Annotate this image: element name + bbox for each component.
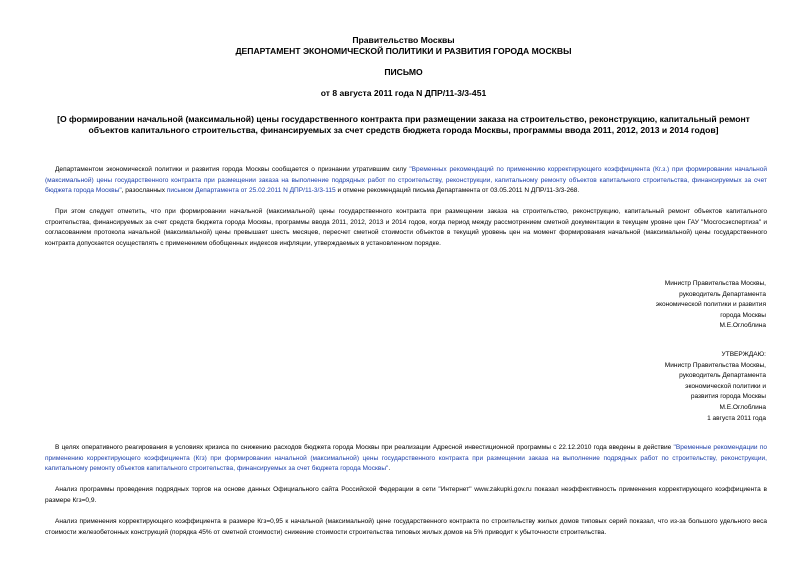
paragraph-3: [45, 443, 767, 475]
signature-line: М.Е.Оглоблина: [719, 322, 766, 330]
link-temporary-recommendations-kgz[interactable]: "Временные рекомендации по применению корректирующего коэффициента (Кгз) при формировании начальной (максимальной) цены государственного контракта при размещении заказа на выполнение подрядных работ по строительству, реконструкции, капитальному ремонту объектов капитального строительства, финансируемых за счет бюджета города Москвы": [45, 444, 767, 473]
signature-block-minister: [566, 279, 766, 332]
signature-line: города Москвы: [720, 311, 766, 319]
title-line-2: объектов капитального строительства, финансируемых за счет средств бюджета города Москвы, программы ввода 2011, 2012, 2013 и 2014 годов]: [88, 125, 719, 135]
signature-line: руководитель Департамента: [679, 290, 766, 298]
government-name: Правительство Москвы: [352, 35, 455, 45]
approval-line: развития города Москвы: [690, 393, 766, 401]
signature-block-approval: [566, 350, 766, 424]
approval-line: УТВЕРЖДАЮ:: [721, 351, 766, 358]
link-department-letter[interactable]: письмом Департамента от 25.02.2011 N ДПР/11-3/3-115: [166, 187, 336, 195]
paragraph-3-text-after: .: [388, 465, 391, 473]
approval-line: 1 августа 2011 года: [707, 414, 766, 422]
paragraph-5: Анализ применения корректирующего коэффициента в размере Кгз=0,95 к начальной (максимальной) цене государственного контракта по строительству жилых домов типовых серий показал, что из-за большого удельного веса стоимости железобетонных конструкций (порядка 45% от сметной стоимости) снижение стоимости строительства типовых жилых домов на 5% приводит к убыточности строительства.: [45, 518, 767, 536]
department-name: ДЕПАРТАМЕНТ ЭКОНОМИЧЕСКОЙ ПОЛИТИКИ И РАЗВИТИЯ ГОРОДА МОСКВЫ: [235, 46, 572, 56]
paragraph-1-text-after: и отмене рекомендаций письма Департамента от 03.05.2011 N ДПР/11-3/3-268.: [335, 187, 580, 195]
approval-line: руководитель Департамента: [679, 372, 766, 380]
paragraph-1-text-middle: , разосланных: [121, 187, 167, 195]
title-line-1: [О формировании начальной (максимальной) цены государственного контракта при размещении заказа на строительство, реконструкцию, капитальный ремонт: [57, 114, 750, 124]
paragraph-1: [45, 165, 767, 197]
paragraph-4: Анализ программы проведения подрядных торгов на основе данных Официального сайта Российской Федерации в сети "Интернет" www.zakupki.gov.ru показал неэффективность применения корректирующего коэффициента в размере Кгз=0,9.: [45, 486, 767, 504]
document-date-number: от 8 августа 2011 года N ДПР/11-3/3-451: [320, 88, 487, 98]
approval-line: М.Е.Оглоблина: [719, 403, 766, 411]
approval-line: экономической политики и: [685, 382, 766, 390]
document-type: ПИСЬМО: [384, 67, 423, 77]
link-temporary-recommendations[interactable]: "Временных рекомендаций по применению корректирующего коэффициента (Кг.з.) при формировании начальной (максимальной) цены государственного контракта при размещении заказа на выполнение подрядных работ по строительству, реконструкции, капитальному ремонту объектов капитального строительства, финансируемых за счет бюджета города Москвы": [45, 166, 768, 195]
paragraph-3-text-before: В целях оперативного реагирования в условиях кризиса по снижению расходов бюджета города Москвы при реализации Адресной инвестиционной программы с 22.12.2010 года введены в действие: [55, 444, 674, 451]
approval-line: Министр Правительства Москвы,: [664, 361, 766, 369]
paragraph-1-text-before: Департаментом экономической политики и развития города Москвы сообщается о признании утратившим силу: [55, 166, 410, 173]
signature-line: Министр Правительства Москвы,: [664, 280, 766, 287]
paragraph-2: При этом следует отметить, что при формировании начальной (максимальной) цены государственного контракта при размещении заказа на строительство, реконструкцию, капитальный ремонт объектов капитального строительства, финансируемых за счет средств бюджета города Москвы, программы ввода 2011, 2012, 2013 и 2014 годов, когда период между рассмотрением сметной документации в текущем уровне цен ГАУ "Мосгосэкспертиза" и согласованием протокола начальной (максимальной) цены превышает шесть месяцев, пересчет сметной стоимости объектов в текущий уровень цен на момент формирования начальной (максимальной) цены государственного контракта допускается осуществлять с применением обобщенных индексов инфляции, утверждаемых в установленном порядке.: [45, 208, 767, 247]
signature-line: экономической политики и развития: [655, 301, 766, 309]
